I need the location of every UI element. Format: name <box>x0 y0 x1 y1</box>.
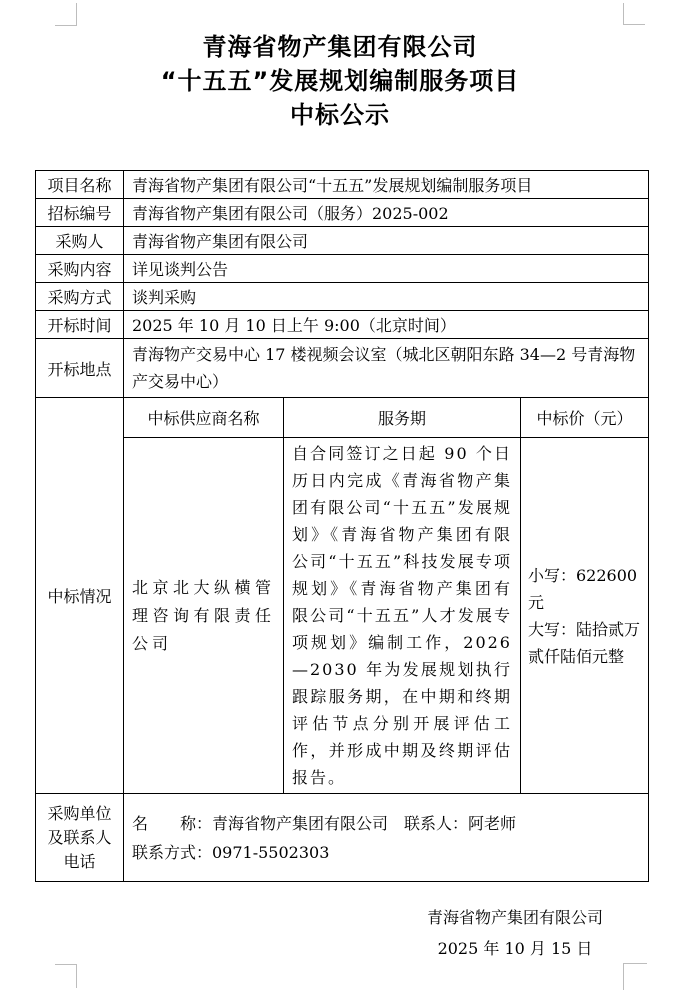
title-line-project: “十五五”发展规划编制服务项目 <box>160 67 520 95</box>
row-label-purchaser: 采购人 <box>36 227 124 255</box>
contact-value-cell <box>124 794 649 882</box>
table-row <box>36 311 649 339</box>
row-value-procurement-method: 谈判采购 <box>124 283 649 311</box>
row-label-procurement-method: 采购方式 <box>36 283 124 311</box>
header-award-price: 中标价（元） <box>521 398 649 438</box>
crop-mark-top-left <box>55 3 77 26</box>
row-label-procurement-content: 采购内容 <box>36 255 124 283</box>
table-row <box>36 283 649 311</box>
crop-mark-bottom-left <box>55 964 77 988</box>
row-value-tender-number: 青海省物产集团有限公司（服务）2025-002 <box>124 199 649 227</box>
contact-name-line: 名 称：青海省物产集团有限公司 联系人：阿老师 <box>132 813 517 833</box>
table-row <box>36 171 649 199</box>
row-value-project-name: 青海省物产集团有限公司“十五五”发展规划编制服务项目 <box>124 171 649 199</box>
title-line-notice: 中标公示 <box>290 101 390 129</box>
row-value-purchaser: 青海省物产集团有限公司 <box>124 227 649 255</box>
signature-org: 青海省物产集团有限公司 <box>426 908 603 927</box>
table-row <box>36 339 649 398</box>
contact-phone-line: 联系方式：0971-5502303 <box>132 842 330 862</box>
row-label-award-status: 中标情况 <box>36 398 124 794</box>
table-row <box>36 255 649 283</box>
table-row <box>36 199 649 227</box>
row-label-opening-time: 开标时间 <box>36 311 124 339</box>
document-title <box>0 30 680 132</box>
row-label-tender-number: 招标编号 <box>36 199 124 227</box>
title-line-company: 青海省物产集团有限公司 <box>202 33 478 61</box>
header-service-period: 服务期 <box>284 398 521 438</box>
award-supplier-name: 北京北大纵横管理咨询有限责任公司 <box>124 438 284 794</box>
header-supplier-name: 中标供应商名称 <box>124 398 284 438</box>
signature-block <box>395 902 635 964</box>
award-service-period: 自合同签订之日起 90 个日历日内完成《青海省物产集团有限公司“十五五”发展规划》《青海省物产集团有限公司“十五五”科技发展专项规划》《青海省物产集团有限公司“十五五”人才发展专项规划》编制工作，2026—2030 年为发展规划执行跟踪服务期，在中期和终期评估节点分别开展评估工作，并形成中期及终期评估报告。 <box>284 438 521 794</box>
row-value-opening-location <box>124 339 649 398</box>
row-label-project-name: 项目名称 <box>36 171 124 199</box>
row-label-opening-location: 开标地点 <box>36 339 124 398</box>
table-row <box>36 227 649 255</box>
row-value-opening-time: 2025 年 10 月 10 日上午 9:00（北京时间） <box>124 311 649 339</box>
award-price-words: 大写：陆拾贰万贰仟陆佰元整 <box>528 619 641 666</box>
contact-row <box>36 794 649 882</box>
signature-date: 2025 年 10 月 15 日 <box>437 939 593 958</box>
contact-label-text: 采购单位及联系人电话 <box>47 803 112 871</box>
row-value-procurement-content: 详见谈判公告 <box>124 255 649 283</box>
award-price-numeric: 小写：622600 元 <box>528 565 638 612</box>
award-price-cell <box>521 438 649 794</box>
award-header-row <box>36 398 649 438</box>
crop-mark-bottom-right <box>623 963 647 990</box>
award-data-row <box>36 438 649 794</box>
crop-mark-top-right <box>623 3 645 25</box>
row-label-contact <box>36 794 124 882</box>
opening-location-text: 青海物产交易中心 17 楼视频会议室（城北区朝阳东路 34—2 号青海物产交易中心） <box>132 345 636 391</box>
bid-result-table <box>35 170 649 882</box>
